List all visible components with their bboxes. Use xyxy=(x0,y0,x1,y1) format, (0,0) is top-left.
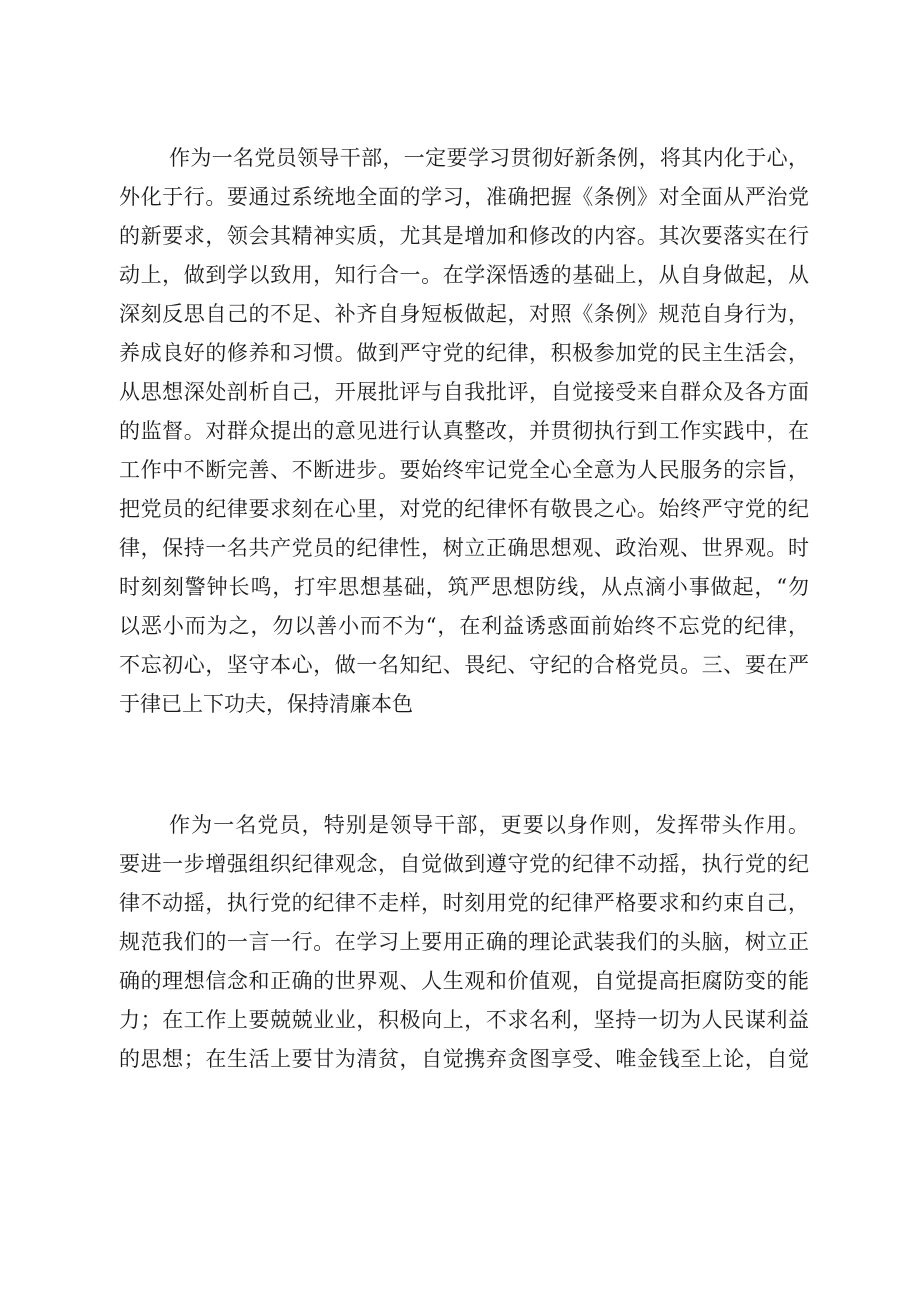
text-line: 把党员的纪律要求刻在心里，对党的纪律怀有敬畏之心。始终严守党的纪 xyxy=(119,497,809,521)
text-line: 工作中不断完善、不断进步。要始终牢记党全心全意为人民服务的宗旨， xyxy=(119,458,809,482)
text-line: 作为一名党员领导干部，一定要学习贯彻好新条例，将其内化于心， xyxy=(169,146,809,170)
text-line: 规范我们的一言一行。在学习上要用正确的理论武装我们的头脑，树立正 xyxy=(119,930,809,954)
paragraph-1 xyxy=(119,139,809,724)
text-line: 作为一名党员，特别是领导干部，更要以身作则，发挥带头作用。 xyxy=(169,813,809,837)
text-line: 的新要求，领会其精神实质，尤其是增加和修改的内容。其次要落实在行 xyxy=(119,224,809,248)
text-line: 力；在工作上要兢兢业业，积极向上，不求名利，坚持一切为人民谋利益 xyxy=(119,1008,809,1032)
text-line: 律，保持一名共产党员的纪律性，树立正确思想观、政治观、世界观。时 xyxy=(119,536,809,560)
text-line: 从思想深处剖析自己，开展批评与自我批评，自觉接受来自群众及各方面 xyxy=(119,380,809,404)
text-line: 时刻刻警钟长鸣，打牢思想基础，筑严思想防线，从点滴小事做起，“勿 xyxy=(119,575,809,599)
text-line: 律不动摇，执行党的纪律不走样，时刻用党的纪律严格要求和约束自己， xyxy=(119,891,809,915)
text-line: 养成良好的修养和习惯。做到严守党的纪律，积极参加党的民主生活会， xyxy=(119,341,809,365)
text-line: 于律已上下功夫，保持清廉本色 xyxy=(119,692,413,716)
text-line: 不忘初心，坚守本心，做一名知纪、畏纪、守纪的合格党员。三、要在严 xyxy=(119,653,809,677)
text-line: 以恶小而为之，勿以善小而不为“，在利益诱惑面前始终不忘党的纪律， xyxy=(119,614,809,638)
text-line: 确的理想信念和正确的世界观、人生观和价值观，自觉提高拒腐防变的能 xyxy=(119,969,809,993)
text-line: 外化于行。要通过系统地全面的学习，准确把握《条例》对全面从严治党 xyxy=(119,185,809,209)
text-line: 要进一步增强组织纪律观念，自觉做到遵守党的纪律不动摇，执行党的纪 xyxy=(119,852,809,876)
text-line: 动上，做到学以致用，知行合一。在学深悟透的基础上，从自身做起，从 xyxy=(119,263,809,287)
text-line: 深刻反思自己的不足、补齐自身短板做起，对照《条例》规范自身行为， xyxy=(119,302,809,326)
text-line: 的思想；在生活上要甘为清贫，自觉携弃贪图享受、唯金钱至上论，自觉 xyxy=(119,1047,809,1071)
paragraph-2 xyxy=(119,806,809,1079)
text-line: 的监督。对群众提出的意见进行认真整改，并贯彻执行到工作实践中，在 xyxy=(119,419,809,443)
